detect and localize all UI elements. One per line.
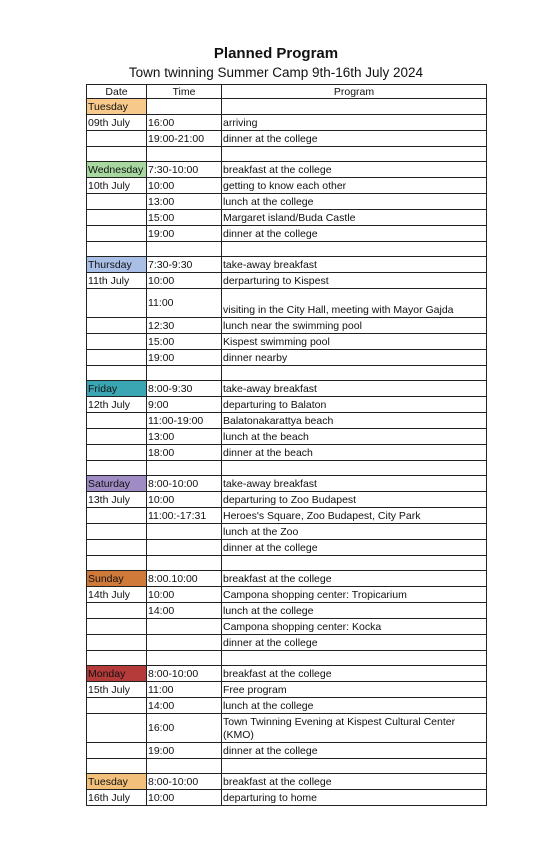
schedule-row: [87, 429, 487, 445]
program-cell: breakfast at the college: [222, 571, 487, 587]
program-cell: [222, 759, 487, 774]
program-cell: getting to know each other: [222, 178, 487, 194]
time-cell: 16:00: [147, 115, 222, 131]
schedule-row: [87, 210, 487, 226]
program-cell: take-away breakfast: [222, 381, 487, 397]
schedule-row: [87, 571, 487, 587]
time-cell: 12:30: [147, 318, 222, 334]
time-cell: 7:30-9:30: [147, 257, 222, 273]
program-cell: Free program: [222, 682, 487, 698]
date-cell: [87, 651, 147, 666]
date-cell: [87, 334, 147, 350]
schedule-row: [87, 619, 487, 635]
date-cell: [87, 194, 147, 210]
program-cell: Campona shopping center: Tropicarium: [222, 587, 487, 603]
schedule-row: [87, 318, 487, 334]
time-cell: [147, 635, 222, 651]
schedule-row: [87, 666, 487, 682]
program-cell: lunch at the college: [222, 698, 487, 714]
schedule-row: [87, 397, 487, 413]
schedule-row: [87, 257, 487, 273]
program-cell: dinner at the college: [222, 540, 487, 556]
day-label: Thursday: [87, 257, 147, 273]
day-label: Tuesday: [87, 99, 147, 115]
schedule-row: [87, 273, 487, 289]
date-cell: 14th July: [87, 587, 147, 603]
time-cell: 18:00: [147, 445, 222, 461]
program-cell: dinner at the college: [222, 743, 487, 759]
date-cell: [87, 603, 147, 619]
time-cell: [147, 461, 222, 476]
program-cell: [222, 651, 487, 666]
date-cell: [87, 619, 147, 635]
schedule-row: [87, 743, 487, 759]
time-cell: 7:30-10:00: [147, 162, 222, 178]
date-cell: [87, 429, 147, 445]
spacer-row: [87, 461, 487, 476]
schedule-row: [87, 476, 487, 492]
date-cell: [87, 556, 147, 571]
time-cell: [147, 540, 222, 556]
date-cell: [87, 242, 147, 257]
header-row: [87, 85, 487, 99]
day-label: Tuesday: [87, 774, 147, 790]
program-cell: take-away breakfast: [222, 257, 487, 273]
date-cell: 15th July: [87, 682, 147, 698]
date-cell: 09th July: [87, 115, 147, 131]
schedule-row: [87, 790, 487, 806]
date-cell: [87, 714, 147, 743]
program-cell: departuring to Zoo Budapest: [222, 492, 487, 508]
program-cell: Kispest swimming pool: [222, 334, 487, 350]
page-title: Planned Program: [213, 45, 339, 62]
time-cell: 8:00-9:30: [147, 381, 222, 397]
date-cell: 12th July: [87, 397, 147, 413]
time-cell: [147, 99, 222, 115]
time-cell: 8:00-10:00: [147, 774, 222, 790]
time-cell: [147, 242, 222, 257]
time-cell: 11:00-19:00: [147, 413, 222, 429]
time-cell: 19:00: [147, 743, 222, 759]
date-cell: [87, 461, 147, 476]
program-cell: lunch at the beach: [222, 429, 487, 445]
day-label: Sunday: [87, 571, 147, 587]
time-cell: 10:00: [147, 273, 222, 289]
program-cell: visiting in the City Hall, meeting with Mayor Gajda: [222, 289, 487, 318]
program-cell: dinner at the college: [222, 131, 487, 147]
date-cell: 16th July: [87, 790, 147, 806]
program-cell: lunch near the swimming pool: [222, 318, 487, 334]
spacer-row: [87, 147, 487, 162]
time-cell: [147, 147, 222, 162]
day-label: Friday: [87, 381, 147, 397]
program-cell: lunch at the Zoo: [222, 524, 487, 540]
time-cell: 11:00: [147, 682, 222, 698]
time-cell: 8:00-10:00: [147, 476, 222, 492]
date-cell: [87, 210, 147, 226]
date-cell: [87, 508, 147, 524]
program-cell: lunch at the college: [222, 603, 487, 619]
schedule-row: [87, 226, 487, 242]
date-cell: [87, 366, 147, 381]
program-cell: [222, 461, 487, 476]
date-cell: [87, 743, 147, 759]
column-header-program: Program: [222, 85, 487, 99]
date-cell: 10th July: [87, 178, 147, 194]
schedule-row: [87, 381, 487, 397]
time-cell: 10:00: [147, 587, 222, 603]
time-cell: 13:00: [147, 194, 222, 210]
date-cell: [87, 289, 147, 318]
program-cell: [222, 147, 487, 162]
time-cell: 14:00: [147, 698, 222, 714]
page-subtitle: Town twinning Summer Camp 9th-16th July 2024: [128, 65, 424, 80]
date-cell: [87, 445, 147, 461]
day-label: Monday: [87, 666, 147, 682]
date-cell: [87, 318, 147, 334]
time-cell: [147, 651, 222, 666]
program-cell: dinner nearby: [222, 350, 487, 366]
program-cell: Margaret island/Buda Castle: [222, 210, 487, 226]
date-cell: [87, 759, 147, 774]
date-cell: [87, 350, 147, 366]
day-label: Wednesday: [87, 162, 147, 178]
program-cell: Town Twinning Evening at Kispest Cultural Center (KMO): [222, 714, 487, 743]
program-cell: derparturing to Kispest: [222, 273, 487, 289]
time-cell: 10:00: [147, 790, 222, 806]
program-cell: [222, 366, 487, 381]
program-body: [87, 99, 487, 806]
program-cell: Heroes's Square, Zoo Budapest, City Park: [222, 508, 487, 524]
date-cell: [87, 635, 147, 651]
time-cell: 14:00: [147, 603, 222, 619]
date-cell: [87, 226, 147, 242]
spacer-row: [87, 651, 487, 666]
program-cell: breakfast at the college: [222, 162, 487, 178]
schedule-row: [87, 774, 487, 790]
schedule-row: [87, 492, 487, 508]
program-cell: Balatonakarattya beach: [222, 413, 487, 429]
time-cell: [147, 619, 222, 635]
time-cell: [147, 556, 222, 571]
program-cell: breakfast at the college: [222, 774, 487, 790]
schedule-row: [87, 115, 487, 131]
program-cell: breakfast at the college: [222, 666, 487, 682]
schedule-row: [87, 413, 487, 429]
time-cell: 15:00: [147, 334, 222, 350]
time-cell: 19:00: [147, 350, 222, 366]
schedule-row: [87, 194, 487, 210]
program-cell: dinner at the beach: [222, 445, 487, 461]
time-cell: 19:00-21:00: [147, 131, 222, 147]
schedule-row: [87, 99, 487, 115]
time-cell: 11:00: [147, 289, 222, 318]
schedule-row: [87, 178, 487, 194]
time-cell: 9:00: [147, 397, 222, 413]
program-table: [86, 84, 487, 806]
date-cell: [87, 413, 147, 429]
program-cell: take-away breakfast: [222, 476, 487, 492]
program-cell: arriving: [222, 115, 487, 131]
time-cell: 16:00: [147, 714, 222, 743]
date-cell: [87, 540, 147, 556]
program-cell: [222, 99, 487, 115]
time-cell: 11:00:-17:31: [147, 508, 222, 524]
schedule-row: [87, 698, 487, 714]
schedule-row: [87, 289, 487, 318]
schedule-row: [87, 350, 487, 366]
program-cell: [222, 242, 487, 257]
time-cell: [147, 759, 222, 774]
schedule-row: [87, 162, 487, 178]
time-cell: 10:00: [147, 492, 222, 508]
schedule-row: [87, 587, 487, 603]
time-cell: 10:00: [147, 178, 222, 194]
spacer-row: [87, 242, 487, 257]
program-cell: dinner at the college: [222, 226, 487, 242]
date-cell: 11th July: [87, 273, 147, 289]
program-cell: Campona shopping center: Kocka: [222, 619, 487, 635]
schedule-row: [87, 334, 487, 350]
column-header-date: Date: [87, 85, 147, 99]
time-cell: 8:00-10:00: [147, 666, 222, 682]
time-cell: 19:00: [147, 226, 222, 242]
day-label: Saturday: [87, 476, 147, 492]
schedule-row: [87, 714, 487, 743]
date-cell: [87, 698, 147, 714]
program-cell: departuring to home: [222, 790, 487, 806]
time-cell: 15:00: [147, 210, 222, 226]
schedule-row: [87, 682, 487, 698]
program-cell: lunch at the college: [222, 194, 487, 210]
schedule-row: [87, 635, 487, 651]
schedule-row: [87, 603, 487, 619]
date-cell: 13th July: [87, 492, 147, 508]
schedule-row: [87, 508, 487, 524]
date-cell: [87, 147, 147, 162]
spacer-row: [87, 556, 487, 571]
schedule-row: [87, 445, 487, 461]
program-cell: dinner at the college: [222, 635, 487, 651]
program-cell: [222, 556, 487, 571]
time-cell: [147, 366, 222, 381]
date-cell: [87, 131, 147, 147]
schedule-row: [87, 524, 487, 540]
schedule-row: [87, 540, 487, 556]
spacer-row: [87, 759, 487, 774]
schedule-row: [87, 131, 487, 147]
time-cell: 13:00: [147, 429, 222, 445]
date-cell: [87, 524, 147, 540]
column-header-time: Time: [147, 85, 222, 99]
spacer-row: [87, 366, 487, 381]
time-cell: [147, 524, 222, 540]
program-cell: departuring to Balaton: [222, 397, 487, 413]
time-cell: 8:00.10:00: [147, 571, 222, 587]
